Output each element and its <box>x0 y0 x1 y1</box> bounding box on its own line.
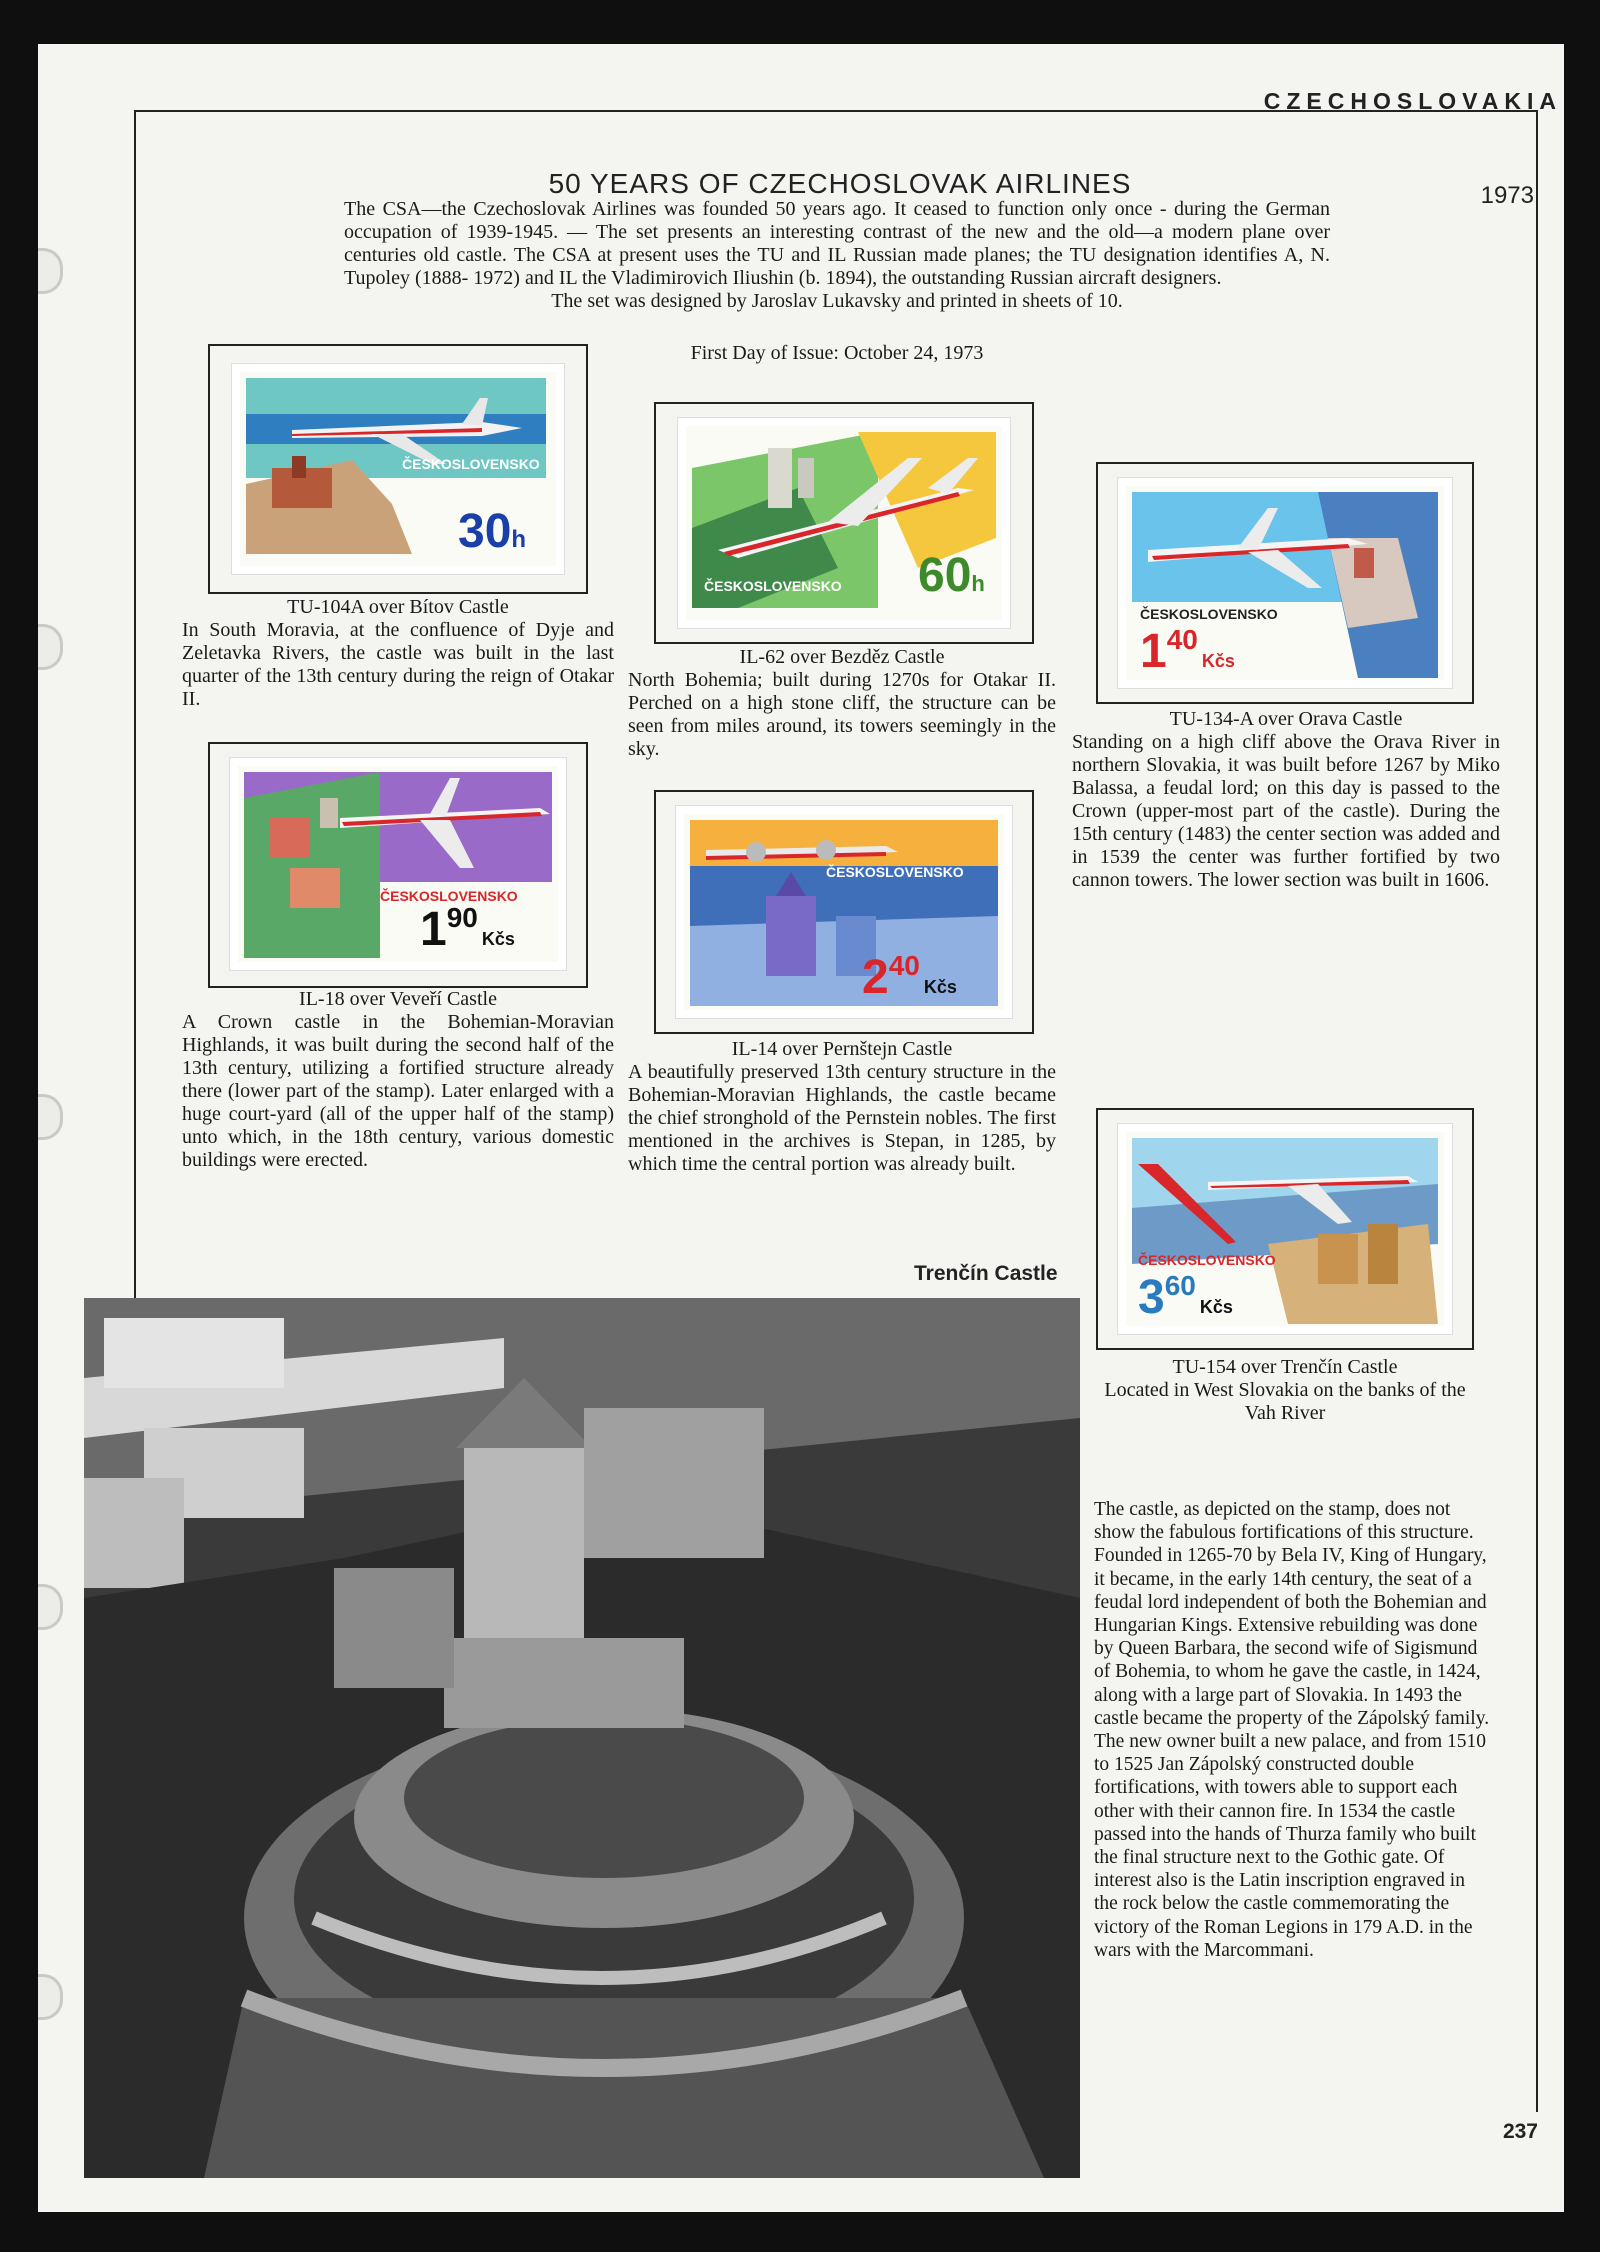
stamp-caption-4 <box>182 988 614 1172</box>
stamp-caption-2 <box>628 646 1056 761</box>
article-title: 50 YEARS OF CZECHOSLOVAK AIRLINES <box>548 168 1132 199</box>
castle-photo <box>84 1298 1080 2178</box>
stamp-value-unit: h <box>511 526 527 553</box>
binder-hole <box>38 1584 63 1630</box>
stamp-value-unit: Kčs <box>481 929 515 949</box>
stamp-caption-body: North Bohemia; built during 1270s for Otakar II. Perched on a high stone cliff, the structure can be seen from miles around, its towers seemingly in the sky. <box>628 669 1056 760</box>
stamp-caption-title: TU-154 over Trenčín Castle <box>1172 1356 1398 1378</box>
stamp-country-text: ČESKOSLOVENSKO <box>704 578 842 594</box>
stamp-caption-title: TU-104A over Bítov Castle <box>287 596 509 618</box>
stamp-illustration <box>676 806 1012 1018</box>
stamp-value-main: 2 <box>862 951 889 1004</box>
stamp-caption-body: Located in West Slovakia on the banks of the Vah River <box>1104 1379 1466 1424</box>
stamp-caption-title: IL-18 over Veveří Castle <box>299 988 497 1010</box>
intro-line: uses the TU and IL Russian made planes; the TU designation identifies A, N. Tupoley (1888- <box>344 244 1331 289</box>
first-day-of-issue: First Day of Issue: October 24, 1973 <box>690 342 984 364</box>
stamp-caption-title: IL-14 over Pernštejn Castle <box>731 1038 953 1060</box>
intro-line: The CSA—the Czechoslovak Airlines was founded 50 years ago. It ceased to function only <box>344 198 1108 220</box>
stamp-60h <box>678 418 1010 628</box>
stamp-country-text: ČESKOSLOVENSKO <box>1138 1252 1276 1268</box>
intro-line: 1972) and IL the Vladimirovich Iliushin (b. 1894), the outstanding Russian aircraft designers. <box>473 267 1222 289</box>
stamp-mount-1 <box>208 344 588 594</box>
stamp-caption-3 <box>1072 708 1500 892</box>
stamp-value-unit: Kčs <box>1201 651 1235 671</box>
binder-hole <box>38 624 63 670</box>
stamp-mount-4 <box>208 742 588 988</box>
stamp-2-40kcs <box>676 806 1012 1018</box>
binder-hole <box>38 1974 63 2020</box>
stamp-value-decimal: 60 <box>1164 1270 1196 1301</box>
page-number: 237 <box>1502 2120 1538 2143</box>
stamp-value <box>458 504 526 559</box>
stamp-country-text: ČESKOSLOVENSKO <box>380 888 518 904</box>
stamp-value-main: 30 <box>458 505 512 558</box>
stamp-value-main: 3 <box>1138 1271 1165 1324</box>
stamp-mount-3 <box>1096 462 1474 704</box>
binder-hole <box>38 1094 63 1140</box>
stamp-value-main: 1 <box>420 903 447 956</box>
stamp-value-unit: Kčs <box>1199 1297 1233 1317</box>
stamp-30h <box>232 364 564 574</box>
stamp-country-text: ČESKOSLOVENSKO <box>402 456 540 472</box>
stamp-value <box>420 902 515 957</box>
stamp-illustration <box>230 758 566 970</box>
intro-line: The set was designed by Jaroslav Lukavsky and printed in sheets of 10. <box>551 290 1123 312</box>
stamp-caption-title: TU-134-A over Orava Castle <box>1169 708 1403 730</box>
stamp-mount-6 <box>1096 1108 1474 1350</box>
stamp-value <box>918 548 985 603</box>
stamp-1-90kcs <box>230 758 566 970</box>
stamp-caption-1 <box>182 596 614 711</box>
stamp-value-main: 1 <box>1140 625 1167 678</box>
country-heading: CZECHOSLOVAKIA <box>1263 88 1562 114</box>
stamp-value <box>1140 624 1235 679</box>
stamp-value-decimal: 40 <box>1166 624 1198 655</box>
intro-text <box>344 198 1330 313</box>
stamp-value <box>862 950 957 1005</box>
binder-hole <box>38 248 63 294</box>
stamp-caption-title: IL-62 over Bezděz Castle <box>739 646 945 668</box>
stamp-value-decimal: 40 <box>888 950 920 981</box>
stamp-mount-2 <box>654 402 1034 644</box>
stamp-3-60kcs <box>1118 1124 1452 1334</box>
stamp-value-unit: h <box>971 571 985 596</box>
stamp-caption-5 <box>628 1038 1056 1176</box>
intro-line: once - during the German occupation of 1939-1945. — The set presents an interesting <box>344 198 1331 243</box>
stamp-caption-body: A Crown castle in the Bohemian-Moravian Highlands, it was built during the second half of the 13th century, utilizing a fortified structure already there (lower part of the stamp). Later enlarged with a huge court-yard (all of the upper half of the stamp) unto which, in the 18th century, various domestic buildings were erected. <box>182 1011 614 1171</box>
stamp-country-text: ČESKOSLOVENSKO <box>826 864 964 880</box>
intro-line: contrast of the new and the old—a modern plane over centuries old castle. The CSA at present <box>344 221 1330 266</box>
stamp-value-decimal: 90 <box>446 902 478 933</box>
stamp-caption-body: A beautifully preserved 13th century structure in the Bohemian-Moravian Highlands, the castle became the chief stronghold of the Pernstein nobles. The first mentioned in the archives is Stepan, in 1285, by which time the central portion was already built. <box>628 1061 1056 1175</box>
photo-label: Trenčín Castle <box>914 1262 1058 1285</box>
stamp-1-40kcs <box>1118 478 1452 688</box>
stamp-country-text: ČESKOSLOVENSKO <box>1140 606 1278 622</box>
stamp-caption-6 <box>1094 1356 1476 1425</box>
year-label: 1973 <box>1480 182 1534 209</box>
stamp-value-main: 60 <box>918 549 972 602</box>
stamp-caption-body: Standing on a high cliff above the Orava River in northern Slovakia, it was built before 1267 by Miko Balassa, a feudal lord; on this day is passed to the Crown (upper-most part of the castle). During the 15th century (1483) the center section was added and in 1539 the center was further fortified by two cannon towers. The lower section was built in 1606. <box>1072 731 1500 891</box>
trencin-description: The castle, as depicted on the stamp, does not show the fabulous fortifications of this structure. Founded in 1265-70 by Bela IV, King of Hungary, it became, in the early 14th century, the seat of a feudal lord independent of both the Bohemian and Hungarian Kings. Extensive rebuilding was done by Queen Barbara, the second wife of Sigismund of Bohemia, to whom he gave the castle, in 1424, along with a large part of Slovakia. In 1493 the castle became the property of the Zápolský family. The new owner built a new palace, and from 1510 to 1525 Jan Zápolský constructed double fortifications, with towers able to support each other with their cannon fire. In 1534 the castle passed into the hands of Thurza family who built the final structure next to the Gothic gate. Of interest also is the Latin inscription engraved in the rock below the castle commemorating the victory of the Roman Legions in 179 A.D. in the wars with the Marcommani. <box>1094 1499 1490 1961</box>
castle-photo-image <box>84 1298 1080 2178</box>
stamp-mount-5 <box>654 790 1034 1034</box>
stamp-value-unit: Kčs <box>923 977 957 997</box>
stamp-value <box>1138 1270 1233 1325</box>
stamp-caption-body: In South Moravia, at the confluence of Dyje and Zeletavka Rivers, the castle was built in the last quarter of the 13th century during the reign of Otakar II. <box>182 619 614 710</box>
